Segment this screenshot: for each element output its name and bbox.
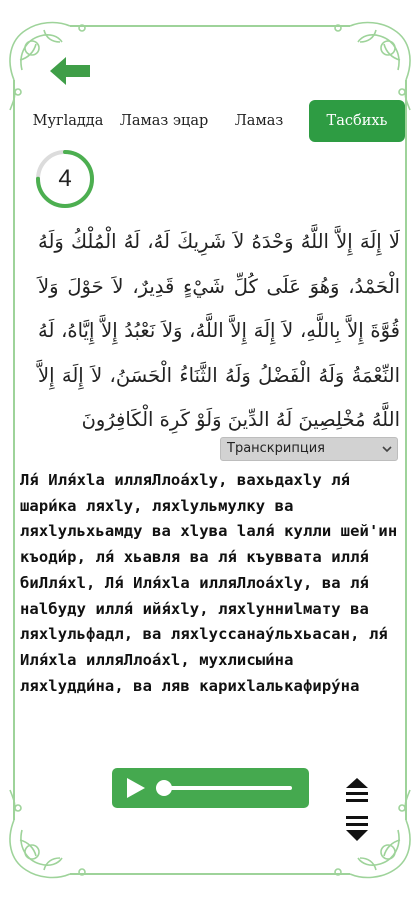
tab-bar — [22, 100, 406, 142]
tab-tasbih[interactable]: Тасбихь — [309, 100, 405, 142]
tab-lamaz[interactable]: Ламаз — [234, 113, 284, 129]
tab-lamaz-ecar[interactable]: Ламаз эцар — [119, 113, 209, 129]
audio-seek-track[interactable] — [156, 786, 292, 790]
scroll-down-icon[interactable] — [344, 814, 370, 844]
arabic-text: لَا إِلَهَ إِلاَّ اللَّهُ وَحْدَهُ لاَ شَرِيكَ لَهُ، لَهُ الْمُلْكُ وَلَهُ الْحَمْدُ، وَهُوَ عَلَى كُلِّ شَيْءٍ قَدِيرٌ، لاَ حَوْلَ وَلاَ قُوَّةَ إِلاَّ بِاللَّهِ، لاَ إِلَهَ إِلاَّ اللَّهُ، وَلاَ نَعْبُدُ إِلاَّ إِيَّاهُ، لَهُ النِّعْمَةُ وَلَهُ الْفَضْلُ وَلَهُ الثَّنَاءُ الْحَسَنُ، لاَ إِلَهَ إِلاَّ اللَّهُ مُخْلِصِينَ لَهُ الدِّينَ وَلَوْ كَرِهَ الْكَافِرُونَ — [38, 230, 400, 431]
scroll-up-icon[interactable] — [344, 776, 370, 806]
chevron-down-icon — [380, 442, 394, 456]
counter-value: 4 — [58, 165, 72, 192]
play-icon[interactable] — [124, 777, 146, 799]
audio-seek-thumb[interactable] — [156, 780, 172, 796]
tasbih-counter[interactable] — [34, 148, 96, 210]
tab-mugladda[interactable]: Мугlадда — [32, 113, 104, 129]
transliteration-text: Ля́ Иля́хlа илляЛлоа́хlу, вахьдахlу ля́ шари́ка ляхlу, ляхlульмулку ва ляхlульхьамду ва хlува lаля́ кулли шей'ин къоди́р, ля́ хьавля ва ля́ къуввата илля́ биЛля́хl, Ля́ Иля́хlа илляЛлоа́хlу, ва ля́ наlбуду илля́ ийя́хlу, ляхlунниlмату ва ляхlульфадл, ва ляхlуссанау́льхьасан, ля́ Иля́хlа илляЛлоа́хl, мухлисыи́на ляхlудди́на, ва ляв карихlалькафиру́на — [20, 471, 398, 695]
select-value: Транскрипция — [227, 441, 325, 456]
arrow-left-icon[interactable] — [48, 54, 92, 88]
transcription-select[interactable] — [220, 437, 398, 461]
audio-player — [112, 768, 309, 808]
